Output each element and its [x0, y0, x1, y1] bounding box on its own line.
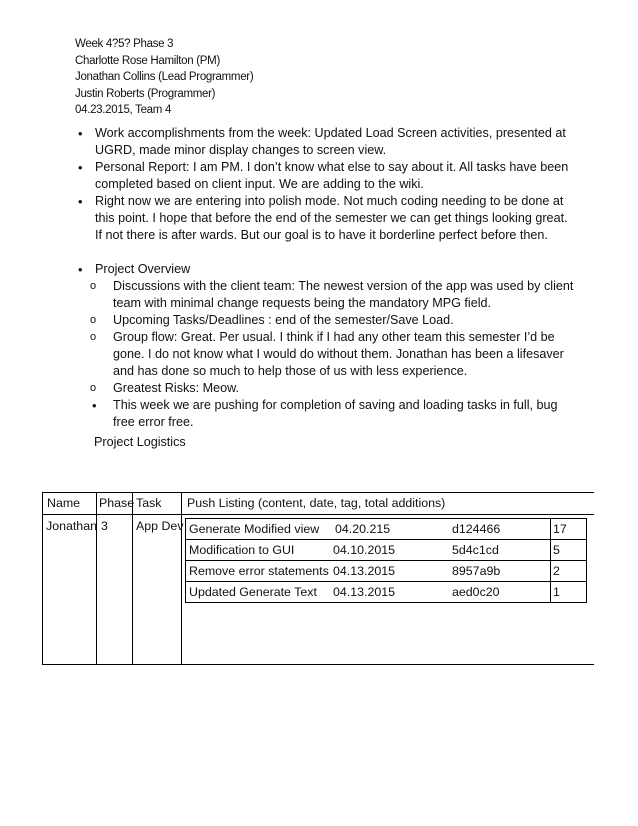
circle-bullet-icon: o [90, 314, 97, 326]
push-tag: 5d4c1cd [452, 543, 499, 557]
circle-bullet-icon: o [90, 331, 97, 343]
push-content: Updated Generate Text [189, 585, 317, 599]
cell-task: App Dev [136, 519, 184, 533]
push-additions: 1 [553, 585, 560, 599]
bullet-text: Right now we are entering into polish mode. Not much coding needing to be done at this point. I hope that before the end of the semester we can get things looking great. If not there is after wards. But our goal is to have it borderline perfect before then. [95, 194, 568, 242]
col-header-phase: Phase [99, 496, 135, 510]
bullet-project-overview [78, 261, 578, 278]
push-date: 04.13.2015 [333, 585, 396, 599]
bullet-polish-mode [78, 193, 578, 244]
logistics-table [42, 492, 594, 665]
bullet-text: Personal Report: I am PM. I don’t know what else to say about it. All tasks have been completed based on client input. We are adding to the wiki. [95, 160, 569, 191]
cell-phase: 3 [101, 519, 108, 533]
push-date: 04.10.2015 [333, 543, 396, 557]
header-date-team: 04.23.2015, Team 4 [75, 104, 172, 116]
bullet-dot-icon: • [92, 398, 97, 413]
cell-name: Jonathan [46, 519, 97, 533]
bullet-dot-icon: • [78, 262, 83, 277]
header-week: Week 4?5? Phase 3 [75, 38, 174, 50]
overview-item-group-flow [78, 329, 578, 380]
push-tag: d124466 [452, 522, 501, 536]
push-tag: 8957a9b [452, 564, 501, 578]
overview-item-deadlines [78, 312, 578, 329]
col-header-task: Task [136, 496, 162, 510]
bullet-accomplishments [78, 125, 578, 159]
report-header [75, 36, 253, 119]
col-header-name: Name [47, 496, 81, 510]
push-tag: aed0c20 [452, 585, 500, 599]
push-additions: 2 [553, 564, 560, 578]
bullet-personal-report [78, 159, 578, 193]
col-header-push-listing: Push Listing (content, date, tag, total additions) [187, 496, 446, 510]
push-additions: 17 [553, 522, 567, 536]
bullet-dot-icon: • [78, 160, 83, 175]
circle-bullet-icon: o [90, 382, 97, 394]
push-content: Generate Modified view [189, 522, 320, 536]
overview-text: Greatest Risks: Meow. [113, 381, 239, 395]
header-lead: Jonathan Collins (Lead Programmer) [75, 71, 254, 83]
bullet-text: Work accomplishments from the week: Updated Load Screen activities, presented at UGRD, made minor display changes to screen view. [95, 126, 566, 157]
project-logistics-title: Project Logistics [94, 435, 186, 449]
header-programmer: Justin Roberts (Programmer) [75, 87, 216, 100]
push-additions: 5 [553, 543, 560, 557]
overview-item-risks [78, 380, 578, 397]
bullet-dot-icon: • [78, 194, 83, 209]
overview-text: Group flow: Great. Per usual. I think if I had any other team this semester I’d be gone. I do not know what I would do without them. Jonathan has been a lifesaver and has done so much to help those of us with less experience. [113, 330, 564, 378]
overview-text: Discussions with the client team: The newest version of the app was used by client team with minimal change requests being the mandatory MPG field. [113, 279, 574, 310]
push-date: 04.13.2015 [333, 564, 396, 578]
overview-item-discussions [78, 278, 578, 312]
bullet-dot-icon: • [78, 126, 83, 141]
overview-text: Upcoming Tasks/Deadlines : end of the semester/Save Load. [113, 313, 454, 327]
push-content: Remove error statements [189, 564, 329, 578]
overview-text: This week we are pushing for completion of saving and loading tasks in full, bug free error free. [113, 398, 558, 429]
circle-bullet-icon: o [90, 280, 97, 292]
overview-title: Project Overview [95, 262, 191, 276]
push-date: 04.20.215 [335, 522, 391, 536]
overview-item-this-week [78, 397, 578, 431]
report-bullets [78, 125, 578, 431]
header-pm: Charlotte Rose Hamilton (PM) [75, 54, 220, 67]
push-content: Modification to GUI [189, 543, 295, 557]
